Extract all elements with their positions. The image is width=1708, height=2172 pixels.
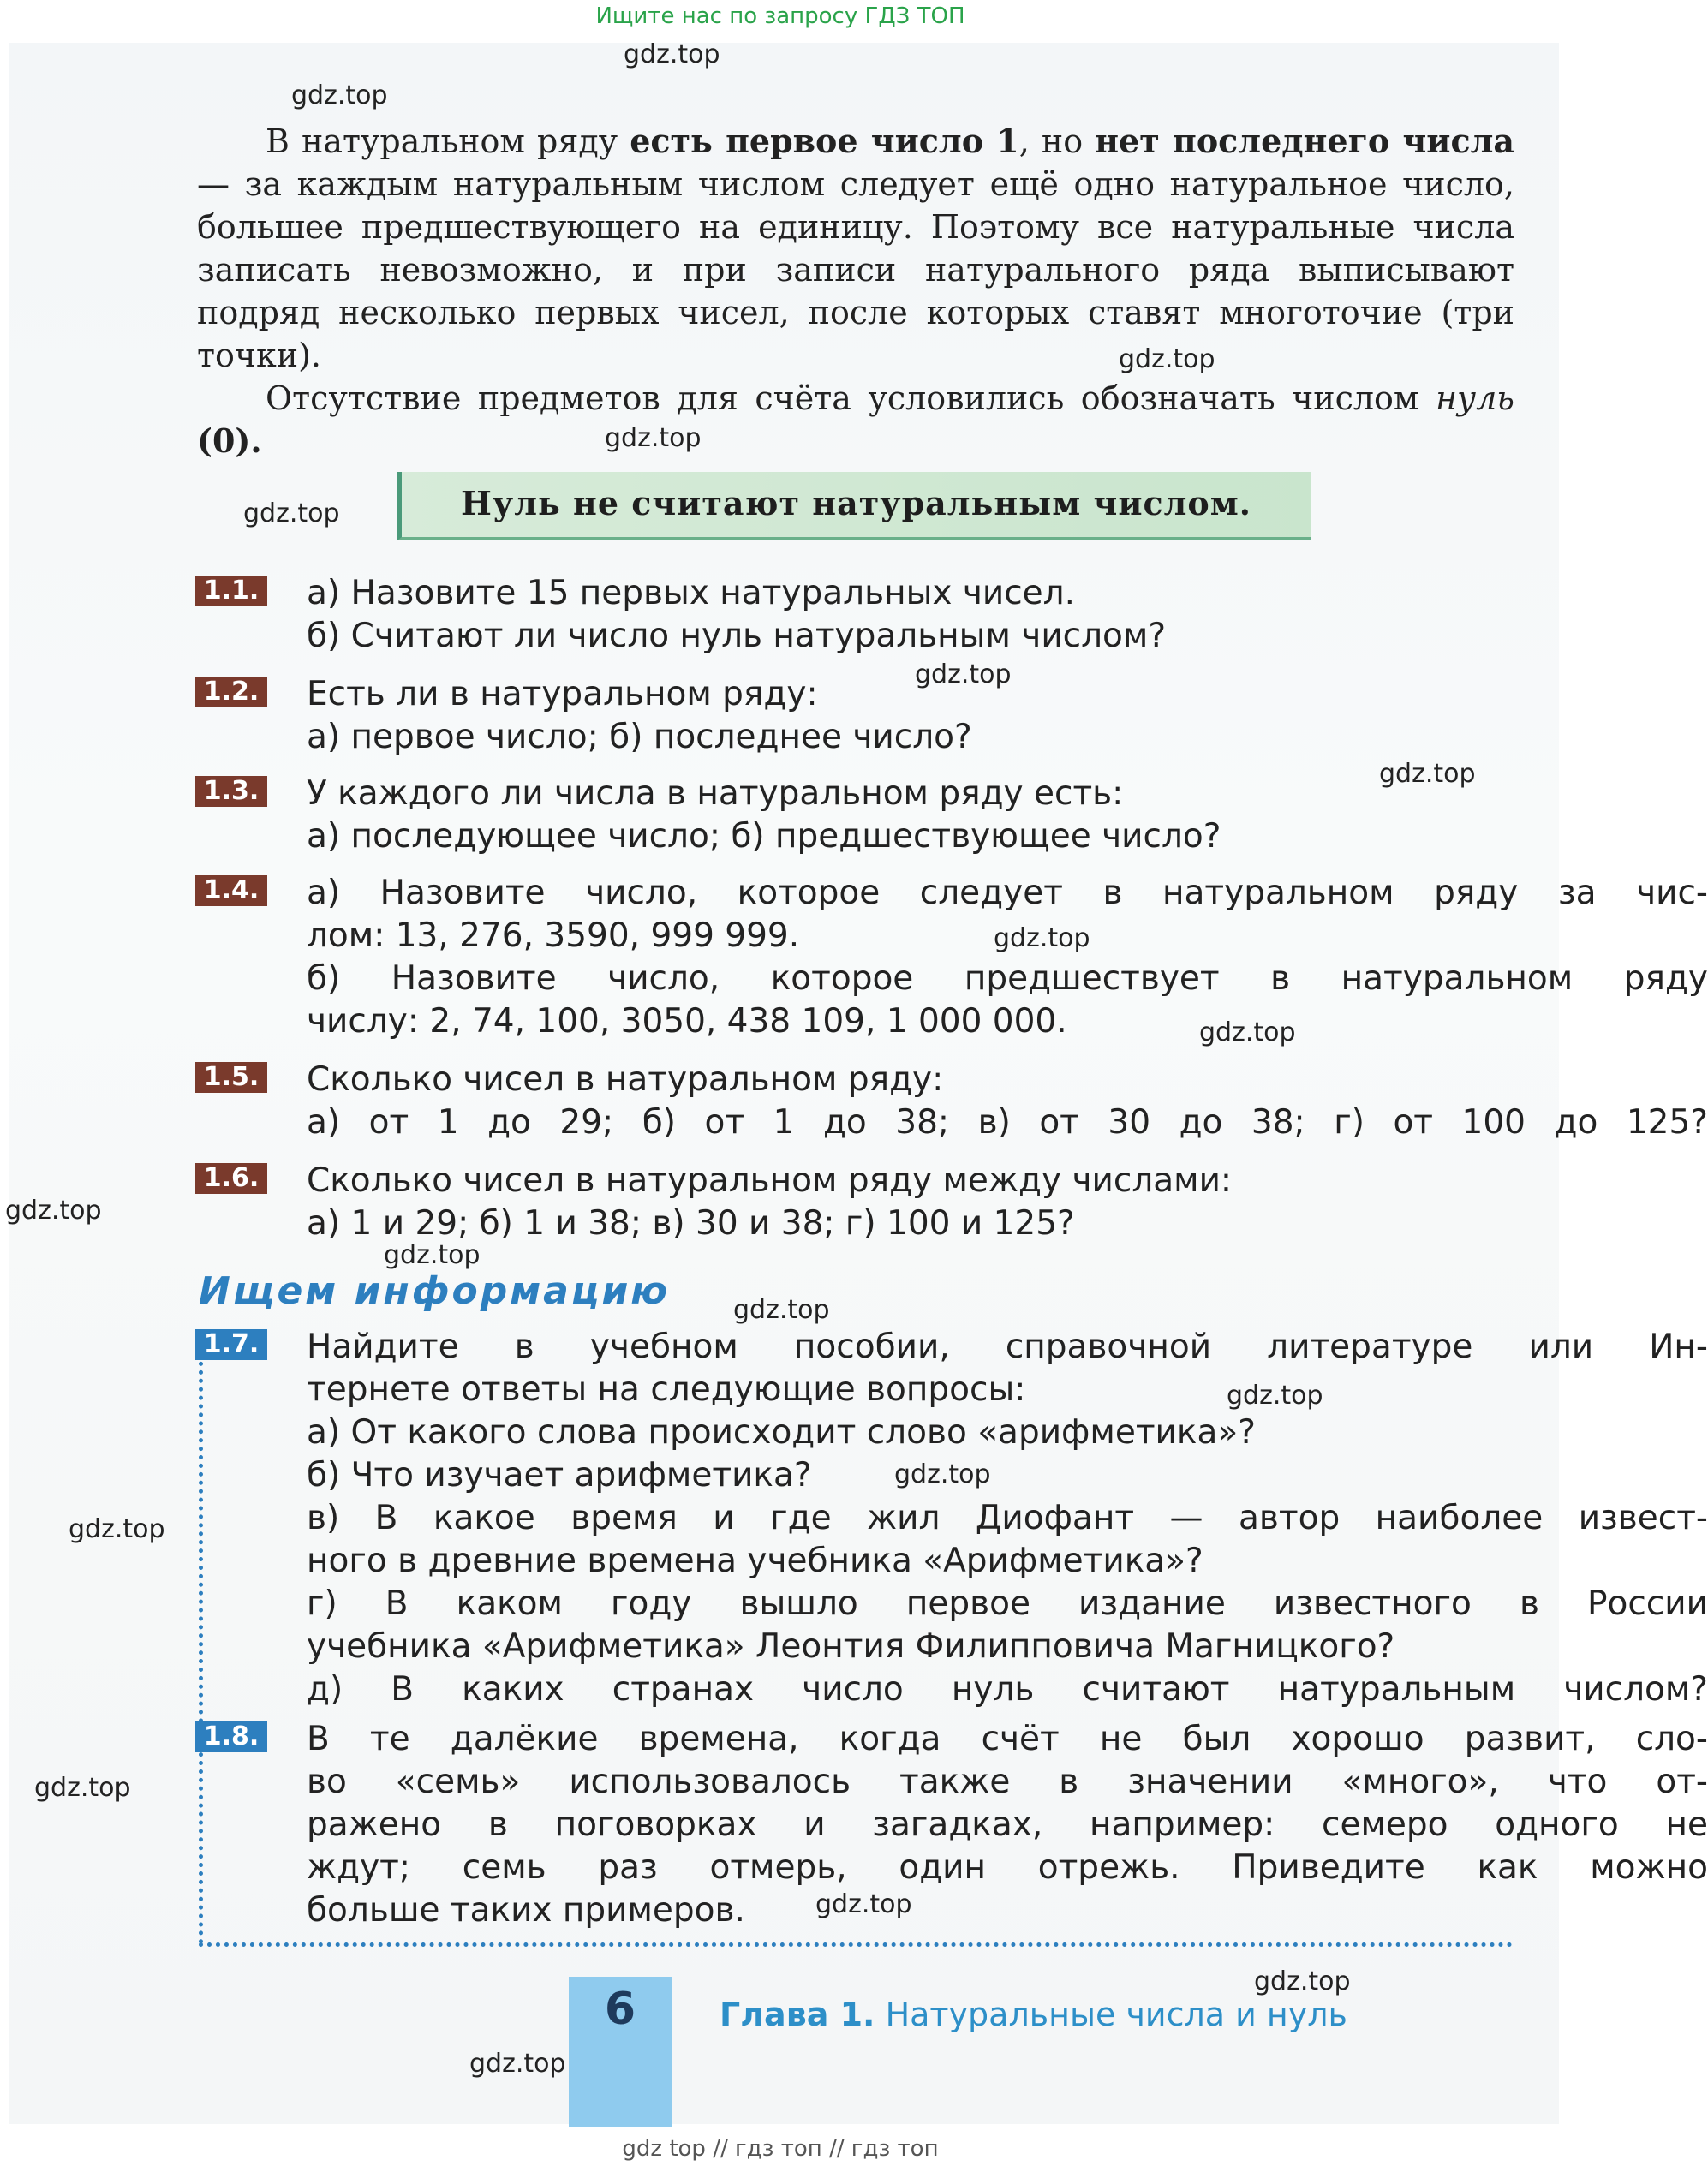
watermark: gdz.top: [1199, 1017, 1296, 1047]
task-line: в) В какое время и где жил Диофант — автор наиболее извест-: [307, 1499, 1708, 1537]
watermark: gdz.top: [1227, 1381, 1323, 1411]
task-line: а) от 1 до 29; б) от 1 до 38; в) от 30 до 38; г) от 100 до 125?: [307, 1103, 1708, 1142]
task-line: учебника «Арифметика» Леонтия Филипповича Магницкого?: [307, 1627, 1395, 1666]
rule-callout: Нуль не считают натуральным числом.: [397, 472, 1311, 540]
watermark: gdz.top: [605, 423, 702, 453]
task-line: ного в древние времена учебника «Арифметика»?: [307, 1542, 1203, 1580]
task-number: 1.5.: [195, 1062, 267, 1093]
top-banner[interactable]: Ищите нас по запросу ГДЗ ТОП: [595, 3, 965, 29]
watermark: gdz.top: [815, 1889, 912, 1919]
intro-paragraph-1: В натуральном ряду есть первое число 1, но нет последнего числа — за каждым натуральным числом следует ещё одно натуральное число, большее предшествующего на единицу. Поэтому все натуральные числа записать невозможно, и при записи натурального ряда выписывают подряд несколько первых чисел, после которых ставят многоточие (три точки).: [197, 122, 1515, 374]
task-line: а) последующее число; б) предшествующее число?: [307, 817, 1221, 856]
task-line: ражено в поговорках и загадках, например: семеро одного не: [307, 1805, 1708, 1844]
watermark: gdz.top: [624, 39, 720, 69]
intro-paragraph-2: Отсутствие предметов для счёта условились обозначать числом нуль (0).: [197, 379, 1514, 460]
task-number: 1.6.: [195, 1163, 267, 1194]
watermark: gdz.top: [69, 1514, 165, 1544]
watermark: gdz.top: [1119, 344, 1215, 374]
watermark: gdz.top: [994, 923, 1090, 953]
task-line: г) В каком году вышло первое издание известного в России: [307, 1584, 1708, 1623]
info-section-title: Ищем информацию: [199, 1269, 671, 1313]
info-section-border-vertical: [199, 1353, 203, 1944]
task-line: б) Считают ли число нуль натуральным числом?: [307, 617, 1167, 655]
watermark: gdz.top: [1379, 759, 1476, 789]
task-line: а) От какого слова происходит слово «арифметика»?: [307, 1413, 1256, 1452]
watermark: gdz.top: [733, 1295, 830, 1325]
task-number: 1.2.: [195, 677, 267, 707]
task-line: д) В каких странах число нуль считают натуральным числом?: [307, 1670, 1708, 1709]
watermark: gdz.top: [469, 2049, 566, 2079]
watermark: gdz.top: [5, 1196, 102, 1226]
watermark: gdz.top: [291, 81, 388, 110]
page-number: 6: [604, 1984, 636, 2035]
task-number: 1.1.: [195, 576, 267, 606]
task-line: ждут; семь раз отмерь, один отрежь. Приведите как можно: [307, 1848, 1708, 1887]
chapter-title: Глава 1. Натуральные числа и нуль: [720, 1996, 1347, 2033]
task-number: 1.7.: [195, 1329, 267, 1360]
watermark: gdz.top: [1254, 1966, 1351, 1996]
task-line: Сколько чисел в натуральном ряду:: [307, 1060, 944, 1099]
task-line: б) Назовите число, которое предшествует в натуральном ряду: [307, 959, 1708, 998]
task-line: числу: 2, 74, 100, 3050, 438 109, 1 000 000.: [307, 1002, 1067, 1041]
task-line: а) первое число; б) последнее число?: [307, 718, 972, 756]
task-line: тернете ответы на следующие вопросы:: [307, 1370, 1026, 1409]
bottom-banner[interactable]: gdz top // гдз топ // гдз топ: [622, 2136, 939, 2162]
task-line: а) Назовите число, которое следует в натуральном ряду за чис-: [307, 874, 1708, 912]
task-line: Найдите в учебном пособии, справочной литературе или Ин-: [307, 1328, 1708, 1366]
task-line: во «семь» использовалось также в значении «много», что от-: [307, 1763, 1708, 1801]
info-section-border-horizontal: [199, 1942, 1513, 1947]
task-line: Сколько чисел в натуральном ряду между числами:: [307, 1161, 1233, 1200]
watermark: gdz.top: [894, 1459, 991, 1489]
task-line: Есть ли в натуральном ряду:: [307, 675, 818, 713]
task-line: а) Назовите 15 первых натуральных чисел.: [307, 574, 1075, 612]
watermark: gdz.top: [915, 659, 1012, 689]
task-line: У каждого ли числа в натуральном ряду есть:: [307, 774, 1124, 813]
task-number: 1.3.: [195, 776, 267, 807]
task-number: 1.4.: [195, 875, 267, 906]
task-line: В те далёкие времена, когда счёт не был хорошо развит, сло-: [307, 1720, 1708, 1758]
task-line: б) Что изучает арифметика?: [307, 1456, 812, 1495]
task-line: а) 1 и 29; б) 1 и 38; в) 30 и 38; г) 100 и 125?: [307, 1204, 1075, 1243]
task-number: 1.8.: [195, 1721, 267, 1752]
watermark: gdz.top: [243, 498, 340, 528]
task-line: больше таких примеров.: [307, 1891, 745, 1930]
watermark: gdz.top: [34, 1773, 131, 1803]
task-line: лом: 13, 276, 3590, 999 999.: [307, 916, 800, 955]
watermark: gdz.top: [384, 1240, 481, 1270]
